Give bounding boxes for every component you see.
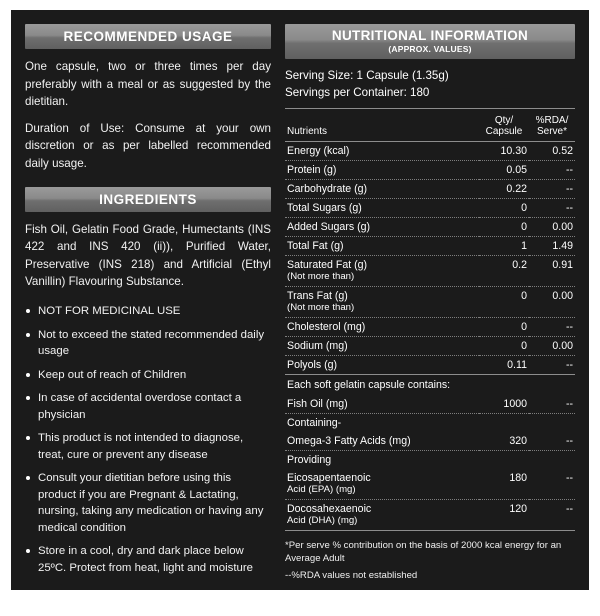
row-label: Fish Oil (mg) (285, 395, 479, 414)
row-label: Sodium (mg) (285, 336, 479, 355)
row-label-note: Acid (EPA) (mg) (287, 484, 356, 496)
table-row (285, 160, 575, 179)
list-item: NOT FOR MEDICINAL USE (25, 303, 271, 320)
row-label: Containing- (287, 417, 342, 430)
footnote-rda-basis: *Per serve % contribution on the basis of 2000 kcal energy for an Average Adult (285, 540, 562, 565)
row-rda: 0.52 (529, 141, 575, 160)
table-row (285, 236, 575, 255)
row-rda: 0.00 (529, 286, 575, 317)
row-qty: 0 (479, 317, 529, 336)
nutritional-information-heading (285, 24, 575, 59)
ingredients-heading: INGREDIENTS (25, 187, 271, 212)
list-item: Consult your dietitian before using this product if you are Pregnant & Lactating, nursing, taking any medication or having any medical condition (25, 470, 271, 536)
divider (285, 108, 575, 109)
row-qty: 0.2 (479, 255, 529, 286)
table-row (285, 432, 575, 451)
row-qty: 180 (479, 469, 529, 499)
row-qty (479, 451, 529, 470)
row-rda: -- (529, 198, 575, 217)
row-qty: 0 (479, 217, 529, 236)
row-qty: 1000 (479, 395, 529, 414)
row-label (285, 286, 479, 317)
row-rda: 0.91 (529, 255, 575, 286)
row-rda: -- (529, 500, 575, 531)
row-rda: -- (529, 160, 575, 179)
spacer-1 (25, 173, 271, 179)
list-item: This product is not intended to diagnose, treat, cure or prevent any disease (25, 430, 271, 463)
row-qty: 0 (479, 336, 529, 355)
row-label-note: Acid (DHA) (mg) (287, 515, 358, 527)
row-label (285, 469, 479, 499)
usage-paragraph-1: One capsule, two or three times per day preferably with a meal or as suggested by the dietitian. (25, 60, 271, 109)
table-row (285, 141, 575, 160)
list-item: Store in a cool, dry and dark place below 25ºC. Protect from heat, light and moisture (25, 543, 271, 576)
row-qty: 0.05 (479, 160, 529, 179)
row-qty: 0 (479, 286, 529, 317)
row-label: Omega-3 Fatty Acids (mg) (285, 432, 479, 451)
nutrition-table (285, 113, 575, 531)
row-rda: -- (529, 179, 575, 198)
table-row (285, 395, 575, 414)
servings-per-container: Servings per Container: 180 (285, 86, 430, 100)
row-label: Energy (kcal) (285, 141, 479, 160)
row-label-note: (Not more than) (287, 301, 355, 313)
table-row (285, 336, 575, 355)
nutrition-table-body (285, 141, 575, 530)
label-columns (25, 24, 575, 616)
row-label (285, 500, 479, 531)
row-qty: 320 (479, 432, 529, 451)
row-rda: 0.00 (529, 336, 575, 355)
row-label: Protein (g) (285, 160, 479, 179)
list-item: In case of accidental overdose contact a physician (25, 390, 271, 423)
table-row (285, 469, 575, 499)
list-item: Keep out of reach of Children (25, 367, 271, 384)
nutrition-table-head (285, 113, 575, 142)
table-row (285, 286, 575, 317)
row-rda: -- (529, 395, 575, 414)
nutritional-information-subtitle: (APPROX. VALUES) (388, 44, 472, 54)
table-row (285, 179, 575, 198)
row-qty: 0.11 (479, 355, 529, 374)
table-row (285, 451, 575, 470)
row-label: Cholesterol (mg) (285, 317, 479, 336)
right-column (285, 24, 575, 616)
footnote-rda-not-established: --%RDA values not established (285, 569, 418, 581)
row-label-note: (Not more than) (287, 270, 355, 282)
table-row (285, 414, 575, 433)
table-row (285, 500, 575, 531)
row-label: Carbohydrate (g) (285, 179, 479, 198)
row-rda: -- (529, 355, 575, 374)
row-rda: -- (529, 469, 575, 499)
row-qty: 120 (479, 500, 529, 531)
usage-paragraph-2: Duration of Use: Consume at your own discretion or as per labelled recommended daily usage. (25, 121, 271, 171)
nutraceutical-label: NUTRACEUTICAL (356, 596, 504, 616)
row-label: Total Sugars (g) (285, 198, 479, 217)
serving-size: Serving Size: 1 Capsule (1.35g) (285, 69, 449, 82)
header-rda: %RDA/ Serve* (529, 113, 575, 142)
row-rda: 1.49 (529, 236, 575, 255)
nutrition-label-panel (11, 10, 589, 616)
table-row (285, 255, 575, 286)
row-qty: 0.22 (479, 179, 529, 198)
row-label-main: Trans Fat (g) (287, 289, 348, 302)
capsule-contains-heading: Each soft gelatin capsule contains: (287, 378, 451, 391)
header-nutrients: Nutrients (285, 113, 479, 142)
serving-info (285, 67, 575, 102)
warnings-list (25, 303, 271, 576)
row-qty: 10.30 (479, 141, 529, 160)
row-label: Providing (287, 454, 332, 467)
list-item: Not to exceed the stated recommended daily usage (25, 327, 271, 360)
row-rda: 0.00 (529, 217, 575, 236)
header-qty: Qty/ Capsule (479, 113, 529, 142)
row-label: Added Sugars (g) (285, 217, 479, 236)
table-row (285, 217, 575, 236)
row-label: Polyols (g) (285, 355, 479, 374)
row-rda (529, 414, 575, 433)
nutritional-information-title: NUTRITIONAL INFORMATION (331, 28, 529, 43)
row-qty: 0 (479, 198, 529, 217)
ingredients-paragraph: Fish Oil, Gelatin Food Grade, Humectants (INS 422 and INS 420 (ii)), Purified Water, Preservative (INS 218) and Artificial (Ethyl Vanillin) Flavouring Substance. (25, 222, 271, 289)
row-rda: -- (529, 317, 575, 336)
row-label-main: Docosahexaenoic (287, 503, 372, 516)
table-row (285, 355, 575, 374)
row-label-main: Eicosapentaenoic (287, 472, 371, 485)
row-rda (529, 451, 575, 470)
row-rda: -- (529, 432, 575, 451)
row-qty: 1 (479, 236, 529, 255)
table-row (285, 317, 575, 336)
row-qty (479, 414, 529, 433)
row-label-main: Saturated Fat (g) (287, 258, 368, 271)
table-header-row (285, 113, 575, 142)
row-label (285, 255, 479, 286)
table-row (285, 198, 575, 217)
row-label: Total Fat (g) (285, 236, 479, 255)
capsule-heading-row (285, 374, 575, 395)
left-column (25, 24, 271, 580)
recommended-usage-heading: RECOMMENDED USAGE (25, 24, 271, 49)
